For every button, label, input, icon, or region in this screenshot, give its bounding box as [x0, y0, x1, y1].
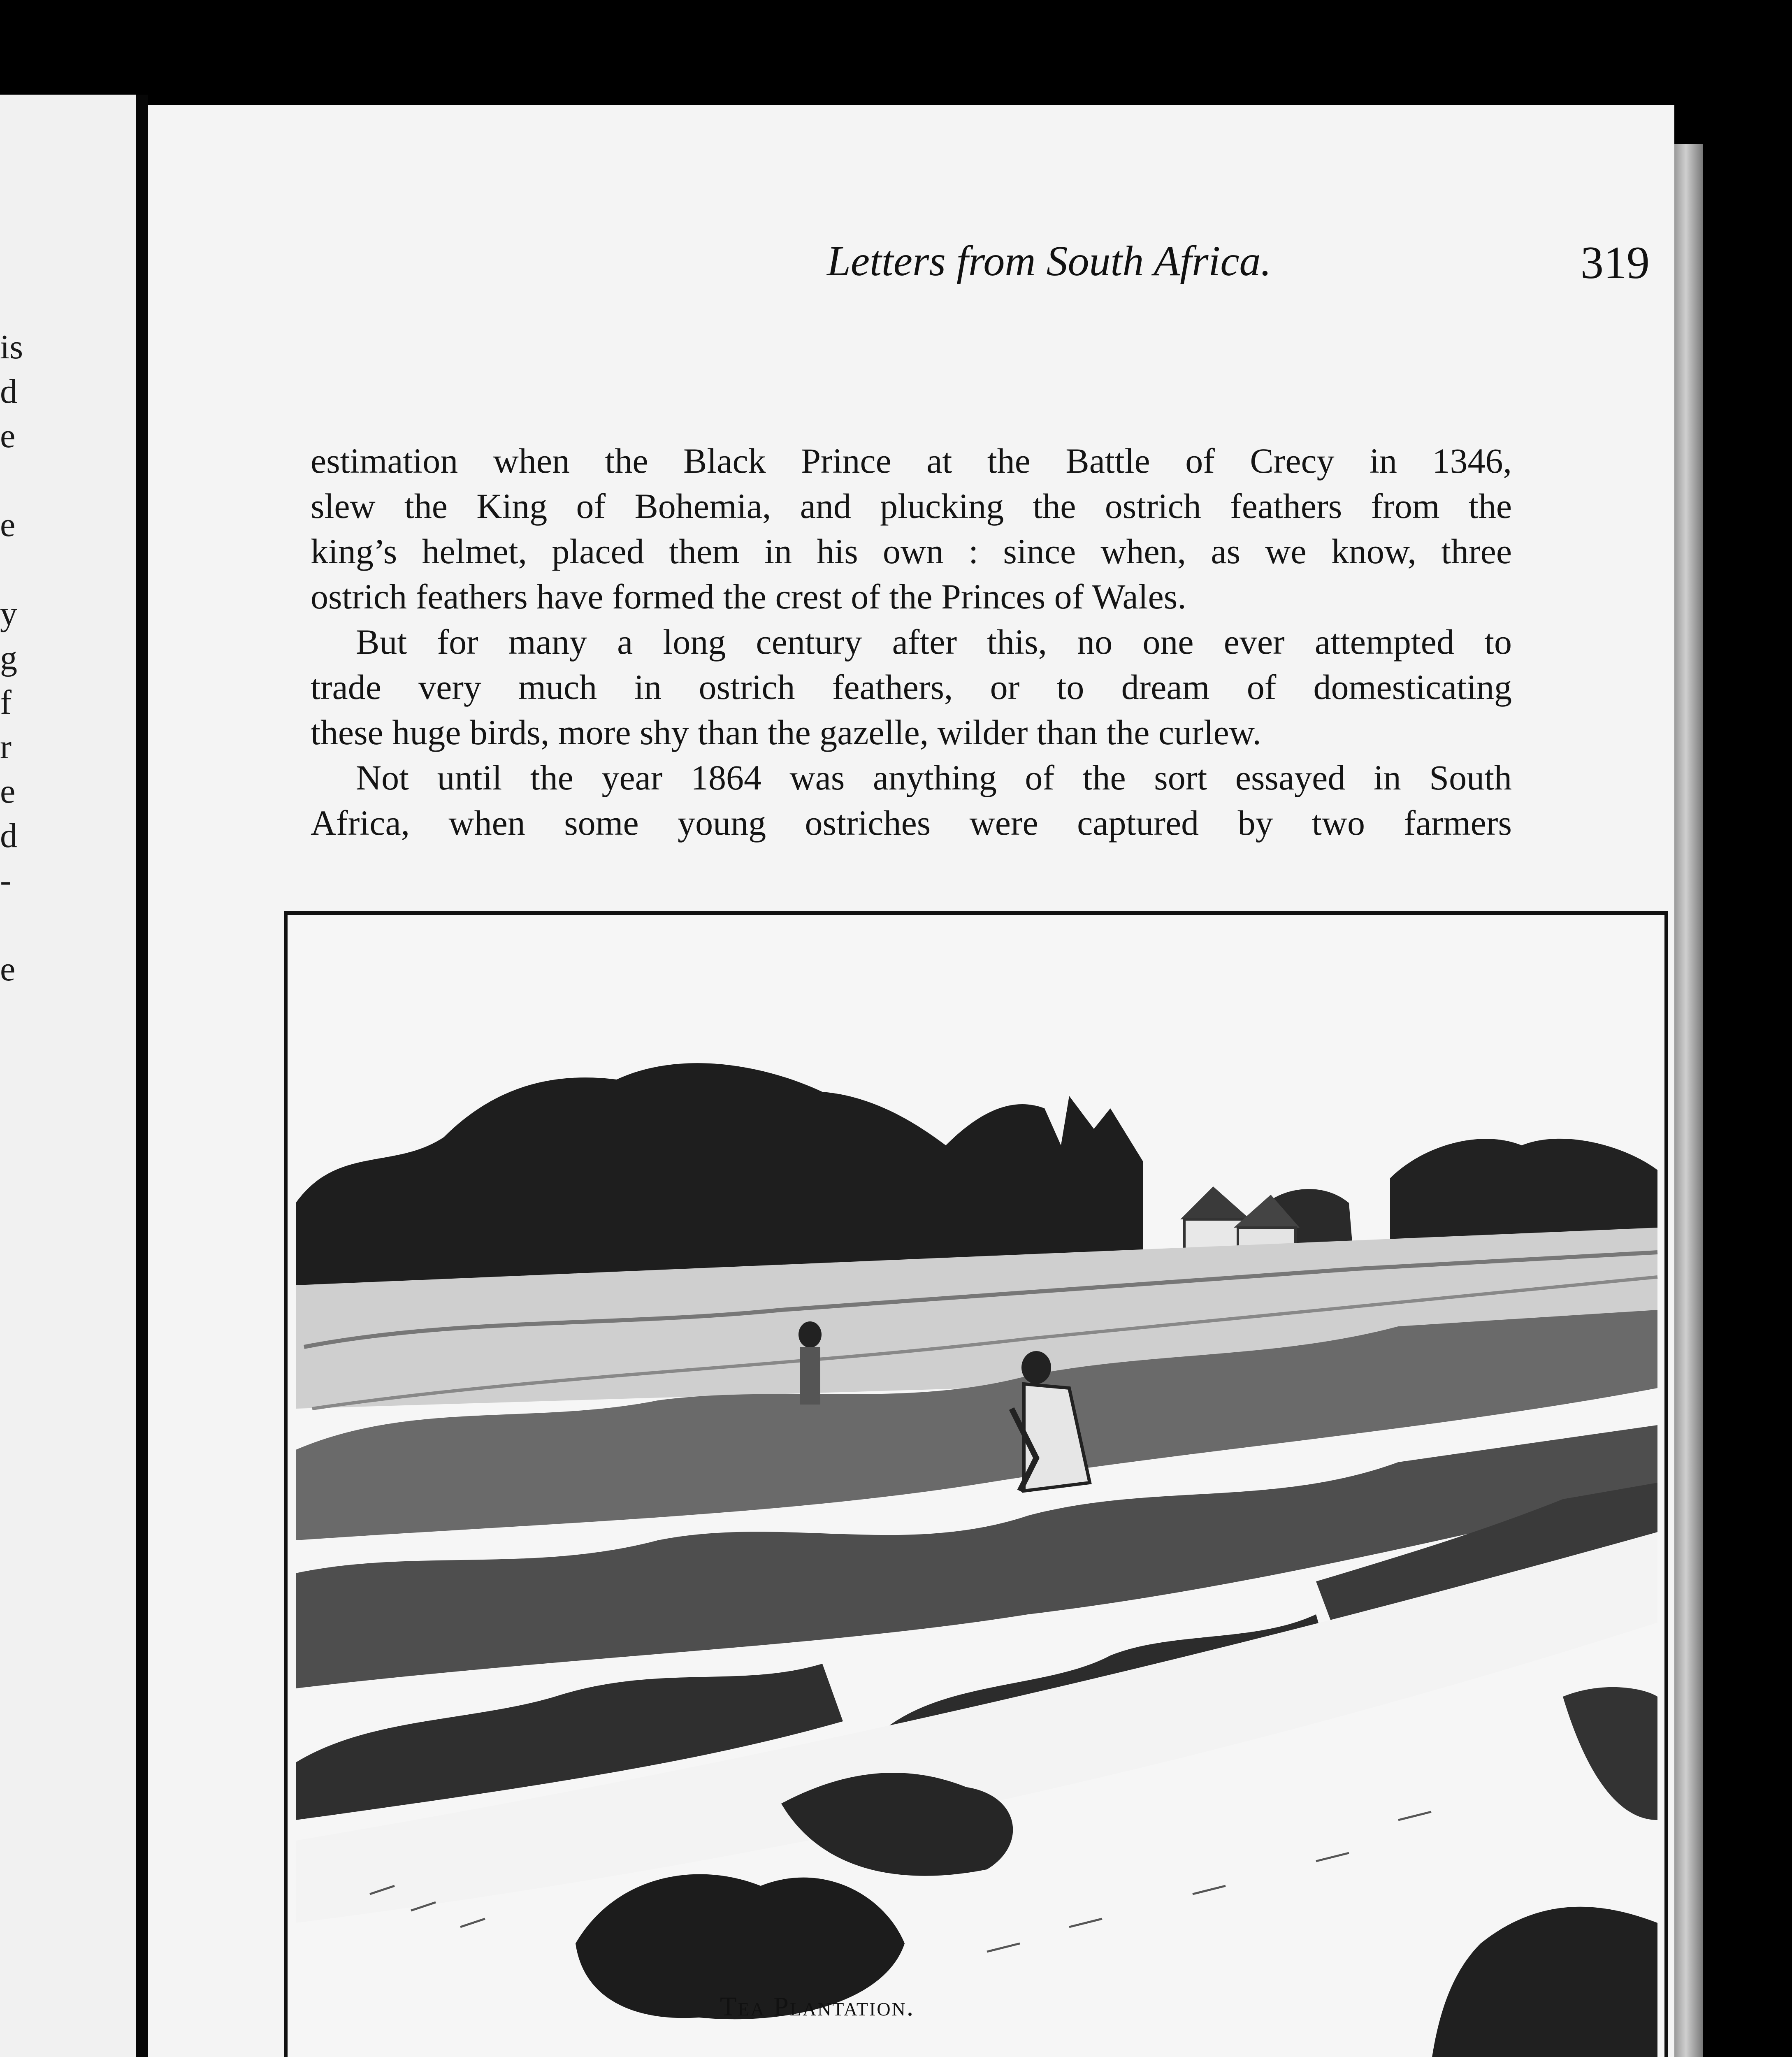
- facing-page-text-edge: [0, 325, 25, 991]
- facing-fragment: [0, 547, 25, 592]
- text-line: trade very much in ostrich feathers, or to dream of domesticating: [311, 667, 1512, 707]
- facing-fragment: e: [0, 950, 16, 988]
- book-page: [148, 105, 1674, 2057]
- facing-fragment: -: [0, 861, 12, 899]
- running-header: [675, 237, 1654, 306]
- facing-fragment: d: [0, 817, 17, 855]
- text-line: king’s helmet, placed them in his own : since when, as we know, three: [311, 532, 1512, 571]
- figure-caption: Tea Plantation.: [720, 1992, 915, 2022]
- facing-fragment: f: [0, 683, 12, 722]
- facing-fragment: y: [0, 594, 17, 633]
- text-line: estimation when the Black Prince at the Battle of Crecy in 1346,: [311, 441, 1512, 481]
- page-number: 319: [1581, 237, 1650, 288]
- text-line: slew the King of Bohemia, and plucking the ostrich feathers from the: [311, 486, 1512, 526]
- facing-fragment: e: [0, 772, 16, 810]
- facing-fragment: is: [0, 328, 23, 366]
- header-title: Letters from South Africa.: [827, 237, 1272, 285]
- text-line: these huge birds, more shy than the gazelle, wilder than the curlew.: [311, 713, 1261, 752]
- illustration-tea-plantation: [284, 911, 1668, 2057]
- facing-fragment: d: [0, 372, 17, 411]
- page-edge-strip: [1674, 144, 1703, 2057]
- text-line: Not until the year 1864 was anything of the sort essayed in South: [356, 758, 1512, 797]
- facing-fragment: [0, 903, 25, 947]
- facing-fragment: [0, 458, 25, 503]
- plantation-engraving: [288, 915, 1664, 2057]
- body-text-top: [311, 438, 1512, 845]
- facing-fragment: e: [0, 417, 16, 455]
- text-line: Africa, when some young ostriches were captured by two farmers: [311, 803, 1512, 843]
- facing-fragment: r: [0, 728, 12, 766]
- text-line: But for many a long century after this, no one ever attempted to: [356, 622, 1512, 662]
- facing-page: [0, 95, 136, 2057]
- text-line: ostrich feathers have formed the crest of the Princes of Wales.: [311, 577, 1186, 616]
- facing-fragment: e: [0, 506, 16, 544]
- facing-fragment: g: [0, 639, 17, 677]
- book-gutter: [136, 95, 148, 2057]
